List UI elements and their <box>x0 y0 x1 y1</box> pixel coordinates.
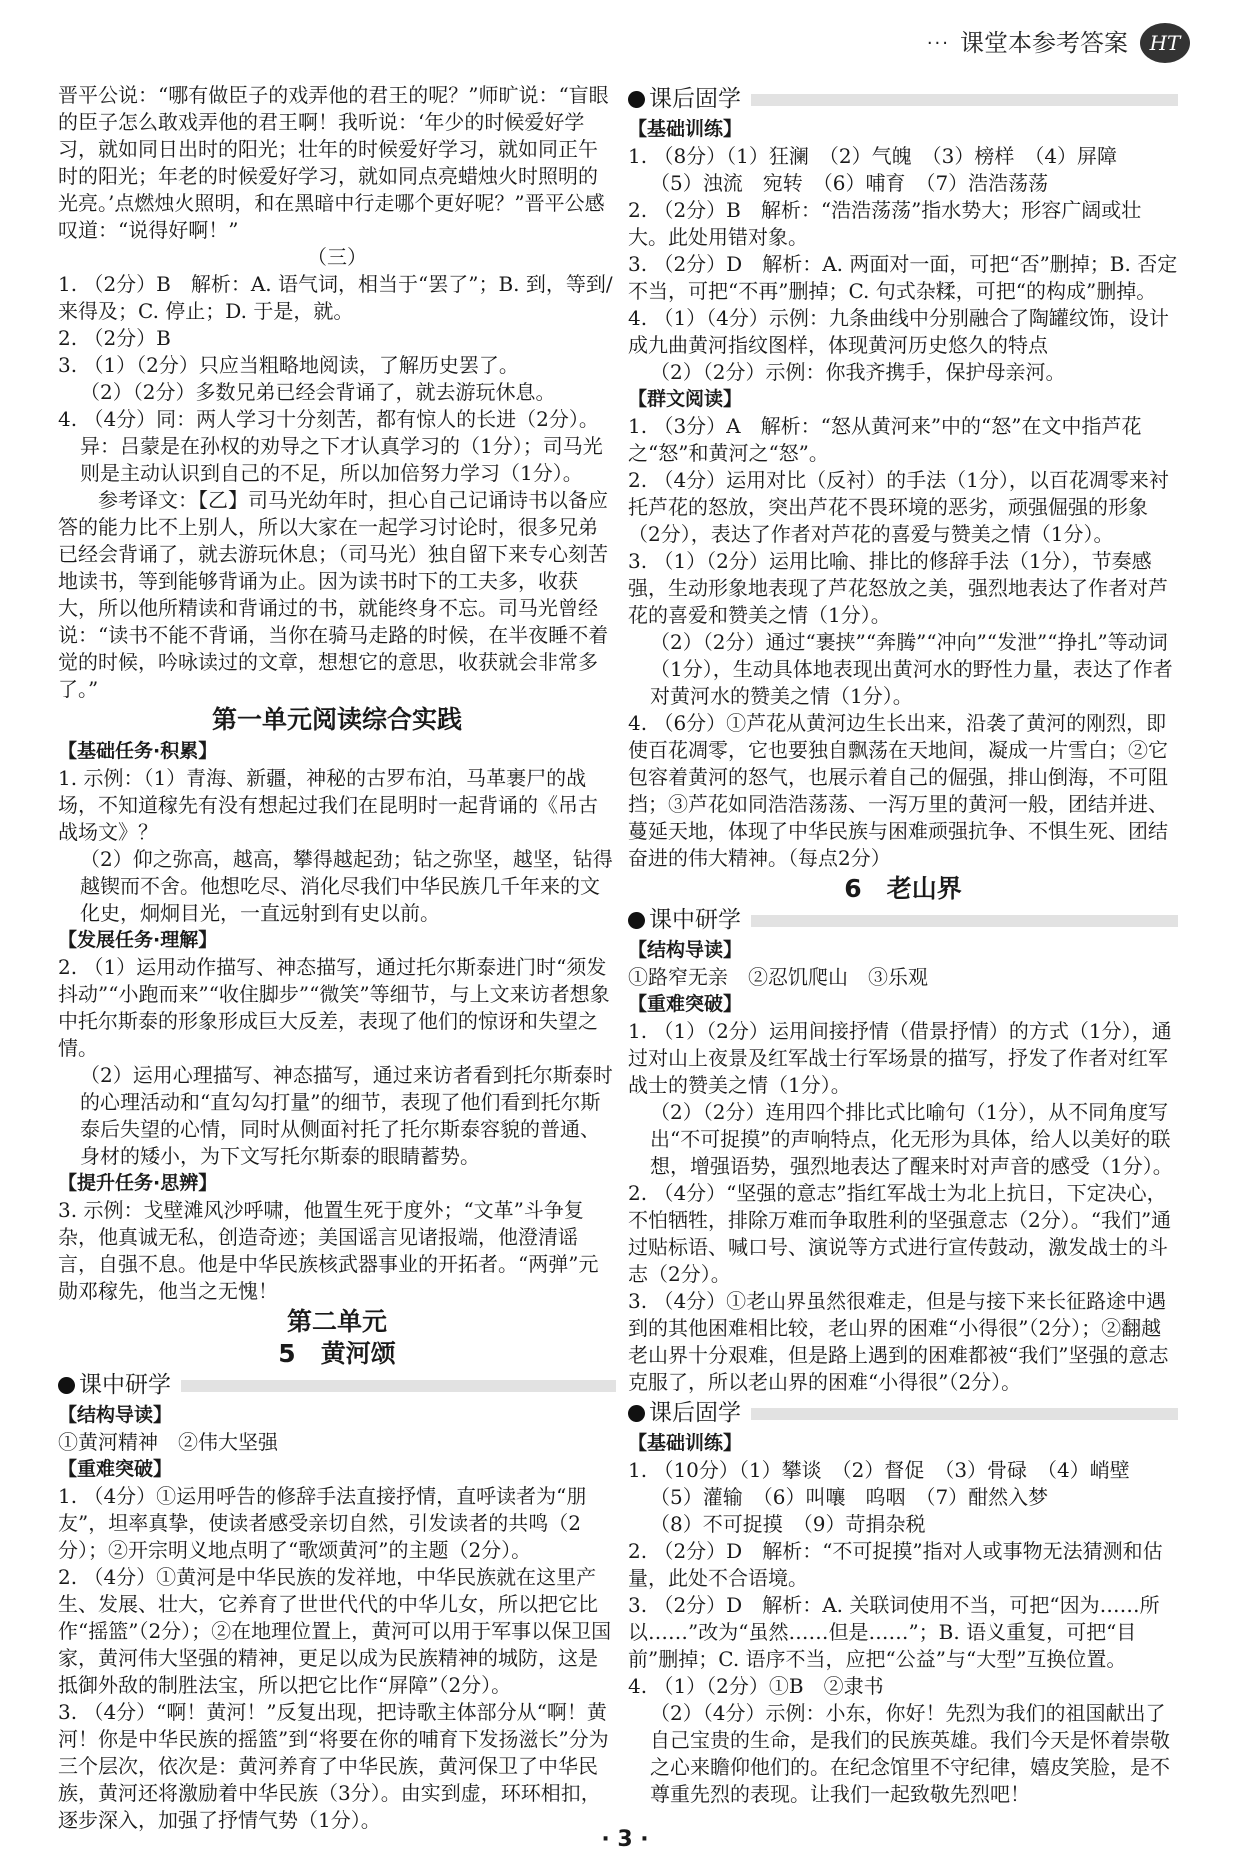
answer: 1. （1）（2分）运用间接抒情（借景抒情）的方式（1分），通过对山上夜景及红军战士行军场景的描写，抒发了作者对红军战士的赞美之情（1分）。 <box>628 1019 1172 1097</box>
section-three-title: （三） <box>307 245 367 269</box>
section-band <box>628 86 1178 113</box>
lesson6-title: 6 老山界 <box>844 874 962 903</box>
answer: （2）（2分）多数兄弟已经会背诵了，就去游玩休息。 <box>80 380 556 404</box>
answer: 4. （1）（4分）示例：九条曲线中分别融合了陶罐纹饰，设计成九曲黄河指纹图样，体现黄河历史悠久的特点 <box>628 306 1169 357</box>
answer: 1. （2分）B 解析：A. 语气词，相当于“罢了”；B. 到，等到/来得及；C. 停止；D. 于是，就。 <box>58 272 613 323</box>
answer: 1. （10分）（1）攀谈 （2）督促 （3）骨碌 （4）峭壁 <box>628 1458 1130 1482</box>
answer: 3. （2分）D 解析：A. 关联词使用不当，可把“因为……所以……”改为“虽然……但是……”；B. 语义重复，可把“目前”删掉；C. 语序不当，应把“公益”与“大型”互换位置。 <box>628 1593 1160 1671</box>
band-bar <box>751 915 1178 927</box>
publisher-logo: HT <box>1140 23 1190 63</box>
header-dots: ··· <box>926 32 950 54</box>
band-label: 课后固学 <box>649 86 741 112</box>
answer: 2. （4分）“坚强的意志”指红军战士为北上抗日，下定决心，不怕牺牲，排除万难而争取胜利的坚强意志（2分）。“我们”通过贴标语、喊口号、演说等方式进行宣传鼓动，激发战士的斗志（2分）。 <box>628 1181 1172 1286</box>
answer: 1. （4分）①运用呼告的修辞手法直接抒情，直呼读者为“朋友”，坦率真挚，使读者感受亲切自然，引发读者的共鸣（2分）；②开宗明义地点明了“歌颂黄河”的主题（2分）。 <box>58 1484 587 1562</box>
answer: 2. （2分）B 解析：“浩浩荡荡”指水势大；形容广阔或壮大。此处用错对象。 <box>628 198 1142 249</box>
answer: 3. （4分）“啊！黄河！”反复出现，把诗歌主体部分从“啊！黄河！你是中华民族的摇篮”到“将要在你的哺育下发扬滋长”分为三个层次，依次是：黄河养育了中华民族，黄河保卫了中华民族，黄河还将激励着中华民族（3分）。由实到虚，环环相扣，逐步深入，加强了抒情气势（1分）。 <box>58 1700 609 1832</box>
answer: 2. （2分）D 解析：“不可捉摸”指对人或事物无法猜测和估量，此处不合语境。 <box>628 1539 1163 1590</box>
band-label: 课中研学 <box>649 907 741 933</box>
answer: （5）浊流 宛转 （6）哺育 （7）浩浩荡荡 <box>650 171 1049 195</box>
answer: 1. （3分）A 解析：“怒从黄河来”中的“怒”在文中指芦花之“怒”和黄河之“怒”。 <box>628 414 1142 465</box>
answer: 异：吕蒙是在孙权的劝导之下才认真学习的（1分）；司马光则是主动认识到自己的不足，所以加倍努力学习（1分）。 <box>80 434 603 485</box>
answer: 3. （4分）①老山界虽然很难走，但是与接下来长征路途中遇到的其他困难相比较，老山界的困难“小得很”（2分）；②翻越老山界十分艰难，但是路上遇到的困难都被“我们”坚强的意志克服了，所以老山界的困难“小得很”（2分）。 <box>628 1289 1169 1394</box>
answer: 3. （1）（2分）只应当粗略地阅读，了解历史罢了。 <box>58 353 519 377</box>
answer: （2）（4分）示例：小东，你好！先烈为我们的祖国献出了自己宝贵的生命，是我们的民族英雄。我们今天是怀着崇敬之心来瞻仰他们的。在纪念馆里不守纪律，嬉皮笑脸，是不尊重先烈的表现。让我们一起致敬先烈吧！ <box>650 1701 1170 1806</box>
answer: 2. （4分）①黄河是中华民族的发祥地，中华民族就在这里产生、发展、壮大，它养育了世世代代的中华儿女，所以把它比作“摇篮”（2分）；②在地理位置上，黄河可以用于军事以保卫国家，黄河伟大坚强的精神，更足以成为民族精神的城防，这是抵御外敌的制胜法宝，所以把它比作“屏障”（2分）。 <box>58 1565 612 1697</box>
answer: （8）不可捉摸 （9）苛捐杂税 <box>650 1512 926 1536</box>
answer: 1. 示例：（1）青海、新疆，神秘的古罗布泊，马革裹尸的战场，不知道稼先有没有想起过我们在昆明时一起背诵的《吊古战场文》？ <box>58 766 598 844</box>
bullet-icon <box>58 1377 75 1394</box>
subsection-title: 【结构导读】 <box>628 939 743 961</box>
bullet-icon <box>628 912 645 929</box>
section-band <box>58 1372 616 1399</box>
left-column <box>58 82 616 1834</box>
section-band <box>628 1400 1178 1427</box>
page-header <box>927 18 1190 68</box>
answer: ①路窄无亲 ②忍饥爬山 ③乐观 <box>628 965 928 989</box>
answer: 4. （1）（2分）①B ②隶书 <box>628 1674 884 1698</box>
page-number: · 3 · <box>601 1827 649 1852</box>
subsection-title: 【群文阅读】 <box>628 388 743 410</box>
answer: ①黄河精神 ②伟大坚强 <box>58 1430 278 1454</box>
answer: 3. 示例：戈壁滩风沙呼啸，他置生死于度外；“文革”斗争复杂，他真诚无私，创造奇迹；美国谣言见诸报端，他澄清谣言，自强不息。他是中华民族核武器事业的开拓者。“两弹”元勋邓稼先，他当之无愧！ <box>58 1198 599 1303</box>
band-bar <box>181 1380 616 1392</box>
answer: （2）（2分）连用四个排比式比喻句（1分），从不同角度写出“不可捉摸”的声响特点，化无形为具体，给人以美好的联想，增强语势，强烈地表达了醒来时对声音的感受（1分）。 <box>650 1100 1173 1178</box>
answer: （5）灌输 （6）叫嚷 呜咽 （7）酣然入梦 <box>650 1485 1049 1509</box>
header-title: 课堂本参考答案 <box>960 28 1128 57</box>
band-label: 课中研学 <box>79 1372 171 1398</box>
answer: （2）（2分）通过“裹挟”“奔腾”“冲向”“发泄”“挣扎”等动词（1分），生动具体地表现出黄河水的野性力量，表达了作者对黄河水的赞美之情（1分）。 <box>650 630 1173 708</box>
subsection-title: 【提升任务·思辨】 <box>58 1172 218 1194</box>
answer: （2）运用心理描写、神态描写，通过来访者看到托尔斯泰时的心理活动和“直勾勾打量”的细节，表现了他们看到托尔斯泰后失望的心情，同时从侧面衬托了托尔斯泰容貌的普通、身材的矮小，为下文写托尔斯泰的眼睛蓄势。 <box>80 1063 613 1168</box>
band-bar <box>751 1408 1178 1420</box>
unit2-title: 第二单元 <box>286 1307 387 1336</box>
translation-tail: 晋平公说：“哪有做臣子的戏弄他的君王的呢？”师旷说：“盲眼的臣子怎么敢戏弄他的君王啊！我听说：‘年少的时候爱好学习，就如同日出时的阳光；壮年的时候爱好学习，就如同正午时的阳光；年老的时候爱好学习，就如同点亮蜡烛火时照明的光亮。’点燃烛火照明，和在黑暗中行走哪个更好呢？”晋平公感叹道：“说得好啊！” <box>58 83 609 242</box>
reference-translation: 参考译文：【乙】司马光幼年时，担心自己记诵诗书以备应答的能力比不上别人，所以大家在一起学习讨论时，很多兄弟已经会背诵了，就去游玩休息；（司马光）独自留下来专心刻苦地读书，等到能够背诵为止。因为读书时下的工夫多，收获大，所以他所精读和背诵过的书，就能终身不忘。司马光曾经说：“读书不能不背诵，当你在骑马走路的时候，在半夜睡不着觉的时候，吟咏读过的文章，想想它的意思，收获就会非常多了。” <box>58 488 609 701</box>
subsection-title: 【重难突破】 <box>628 993 743 1015</box>
band-bar <box>751 94 1178 106</box>
subsection-title: 【结构导读】 <box>58 1404 173 1426</box>
unit1-practice-title: 第一单元阅读综合实践 <box>211 705 462 734</box>
lesson5-title: 5 黄河颂 <box>278 1339 396 1368</box>
answer: （2）仰之弥高，越高，攀得越起劲；钻之弥坚，越坚，钻得越锲而不舍。他想吃尽、消化尽我们中华民族几千年来的文化史，炯炯目光，一直远射到有史以前。 <box>80 847 613 925</box>
bullet-icon <box>628 1405 645 1422</box>
answer: 4. （4分）同：两人学习十分刻苦，都有惊人的长进（2分）。 <box>58 407 599 431</box>
answer: 3. （1）（2分）运用比喻、排比的修辞手法（1分），节奏感强，生动形象地表现了芦花怒放之美，强烈地表达了作者对芦花的喜爱和赞美之情（1分）。 <box>628 549 1168 627</box>
subsection-title: 【发展任务·理解】 <box>58 929 218 951</box>
subsection-title: 【基础任务·积累】 <box>58 740 218 762</box>
band-label: 课后固学 <box>649 1400 741 1426</box>
answer: （2）（2分）示例：你我齐携手，保护母亲河。 <box>650 360 1066 384</box>
answer: 2. （1）运用动作描写、神态描写，通过托尔斯泰进门时“须发抖动”“小跑而来”“收住脚步”“微笑”等细节，与上文来访者想象中托尔斯泰的形象形成巨大反差，表现了他们的惊讶和失望之情。 <box>58 955 610 1060</box>
answer: 1. （8分）（1）狂澜 （2）气魄 （3）榜样 （4）屏障 <box>628 144 1118 168</box>
answer: 3. （2分）D 解析：A. 两面对一面，可把“否”删掉；B. 否定不当，可把“不再”删掉；C. 句式杂糅，可把“的构成”删掉。 <box>628 252 1178 303</box>
bullet-icon <box>628 91 645 108</box>
right-column <box>628 82 1178 1808</box>
subsection-title: 【基础训练】 <box>628 1432 743 1454</box>
answer: 2. （2分）B <box>58 326 171 350</box>
subsection-title: 【基础训练】 <box>628 118 743 140</box>
answer: 4. （6分）①芦花从黄河边生长出来，沿袭了黄河的刚烈，即使百花凋零，它也要独自飘荡在天地间，凝成一片雪白；②它包容着黄河的怒气，也展示着自己的倔强，排山倒海，不可阻挡；③芦花如同浩浩荡荡、一泻万里的黄河一般，团结并进、蔓延天地，体现了中华民族与困难顽强抗争、不惧生死、团结奋进的伟大精神。（每点2分） <box>628 711 1168 870</box>
section-band <box>628 907 1178 934</box>
answer: 2. （4分）运用对比（反衬）的手法（1分），以百花凋零来衬托芦花的怒放，突出芦花不畏环境的恶劣，顽强倔强的形象（2分），表达了作者对芦花的喜爱与赞美之情（1分）。 <box>628 468 1169 546</box>
subsection-title: 【重难突破】 <box>58 1458 173 1480</box>
